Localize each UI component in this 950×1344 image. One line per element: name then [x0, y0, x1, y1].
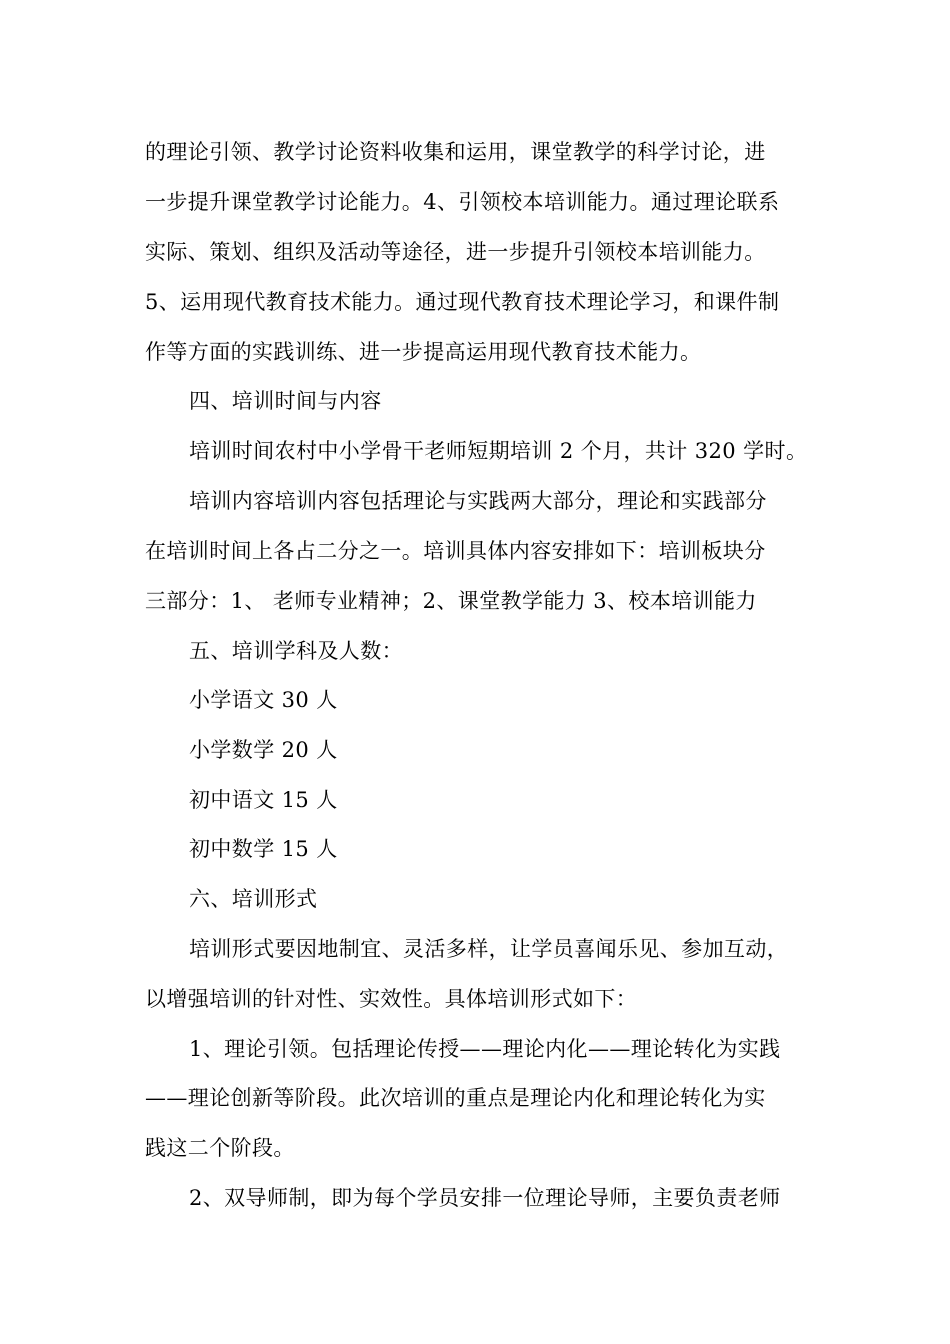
body-text-line: 1、理论引领。包括理论传授——理论内化——理论转化为实践	[189, 1037, 781, 1061]
body-text-line: 5、运用现代教育技术能力。通过现代教育技术理论学习，和课件制	[145, 290, 780, 314]
body-text-line: 三部分：1、 老师专业精神；2、课堂教学能力 3、校本培训能力	[145, 589, 757, 613]
section-heading: 五、培训学科及人数：	[189, 639, 403, 663]
section-heading: 四、培训时间与内容	[189, 389, 382, 413]
list-item: 初中语文 15 人	[189, 788, 338, 812]
body-text-line: 培训时间农村中小学骨干老师短期培训 2 个月，共计 320 学时。	[189, 439, 808, 463]
body-text-line: ——理论创新等阶段。此次培训的重点是理论内化和理论转化为实	[145, 1086, 766, 1110]
body-text-line: 在培训时间上各占二分之一。培训具体内容安排如下：培训板块分	[145, 539, 766, 563]
list-item: 初中数学 15 人	[189, 837, 338, 861]
body-text-line: 培训形式要因地制宜、灵活多样，让学员喜闻乐见、参加互动，	[189, 937, 789, 961]
body-text-line: 一步提升课堂教学讨论能力。4、引领校本培训能力。通过理论联系	[145, 190, 780, 214]
body-text-line: 培训内容培训内容包括理论与实践两大部分，理论和实践部分	[189, 489, 767, 513]
list-item: 小学语文 30 人	[189, 688, 338, 712]
body-text-line: 实际、策划、组织及活动等途径，进一步提升引领校本培训能力。	[145, 240, 766, 264]
body-text-line: 的理论引领、教学讨论资料收集和运用，课堂教学的科学讨论，进	[145, 140, 766, 164]
body-text-line: 践这二个阶段。	[145, 1136, 295, 1160]
body-text-line: 2、双导师制，即为每个学员安排一位理论导师，主要负责老师	[189, 1186, 781, 1210]
list-item: 小学数学 20 人	[189, 738, 338, 762]
body-text-line: 以增强培训的针对性、实效性。具体培训形式如下：	[145, 987, 638, 1011]
body-text-line: 作等方面的实践训练、进一步提高运用现代教育技术能力。	[145, 340, 702, 364]
section-heading: 六、培训形式	[189, 887, 318, 911]
